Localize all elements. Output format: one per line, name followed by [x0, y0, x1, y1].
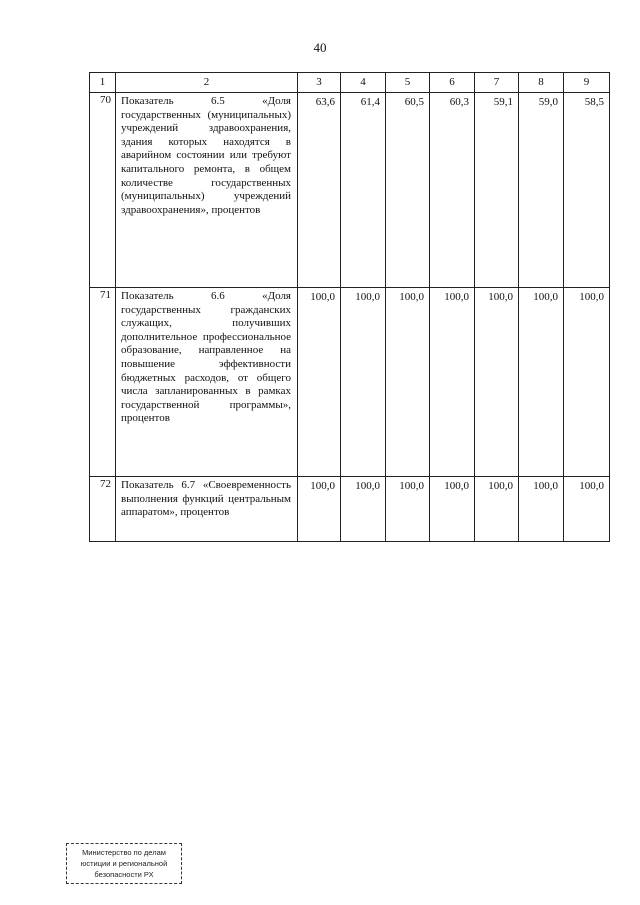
- value-cell: 100,0: [341, 477, 386, 542]
- value-cell: 100,0: [564, 288, 610, 477]
- header-cell: 1: [90, 73, 116, 93]
- value-cell: 100,0: [298, 288, 341, 477]
- value-cell: 59,1: [475, 93, 519, 288]
- value-cell: 100,0: [519, 288, 564, 477]
- stamp-line: Министерство по делам: [82, 848, 166, 857]
- value-cell: 100,0: [386, 288, 430, 477]
- table-row: [90, 288, 610, 477]
- indicator-description: Показатель 6.5 «Доля государственных (муниципальных) учреждений здравоохранения, здания которых находятся в аварийном состоянии или требуют капитального ремонта, в общем количестве государственных (муниципальных) учреждений здравоохранения», процентов: [116, 93, 298, 288]
- table-row: [90, 93, 610, 288]
- value-cell: 60,5: [386, 93, 430, 288]
- value-cell: 100,0: [341, 288, 386, 477]
- stamp-line: безопасности РХ: [94, 870, 154, 879]
- value-cell: 100,0: [430, 477, 475, 542]
- row-number: 72: [90, 477, 116, 542]
- value-cell: 100,0: [564, 477, 610, 542]
- value-cell: 100,0: [298, 477, 341, 542]
- table-row: [90, 477, 610, 542]
- value-cell: 100,0: [430, 288, 475, 477]
- value-cell: 58,5: [564, 93, 610, 288]
- header-cell: 8: [519, 73, 564, 93]
- row-number: 70: [90, 93, 116, 288]
- header-cell: 6: [430, 73, 475, 93]
- table-header-row: [90, 73, 610, 93]
- value-cell: 100,0: [475, 477, 519, 542]
- value-cell: 61,4: [341, 93, 386, 288]
- row-number: 71: [90, 288, 116, 477]
- indicator-description: Показатель 6.6 «Доля государственных гражданских служащих, получивших дополнительное профессиональное образование, направленное на повышение эффективности бюджетных расходов, от общего числа запланированных в рамках государственной программы», процентов: [116, 288, 298, 477]
- page-number: 40: [313, 40, 327, 55]
- value-cell: 60,3: [430, 93, 475, 288]
- value-cell: 59,0: [519, 93, 564, 288]
- value-cell: 100,0: [386, 477, 430, 542]
- value-cell: 63,6: [298, 93, 341, 288]
- ministry-stamp: [66, 843, 182, 884]
- indicator-description: Показатель 6.7 «Своевременность выполнения функций центральным аппаратом», процентов: [116, 477, 298, 542]
- indicators-table: [89, 72, 610, 542]
- header-cell: 7: [475, 73, 519, 93]
- header-cell: 2: [116, 73, 298, 93]
- value-cell: 100,0: [519, 477, 564, 542]
- header-cell: 4: [341, 73, 386, 93]
- header-cell: 5: [386, 73, 430, 93]
- value-cell: 100,0: [475, 288, 519, 477]
- stamp-line: юстиции и региональной: [80, 859, 168, 868]
- header-cell: 9: [564, 73, 610, 93]
- header-cell: 3: [298, 73, 341, 93]
